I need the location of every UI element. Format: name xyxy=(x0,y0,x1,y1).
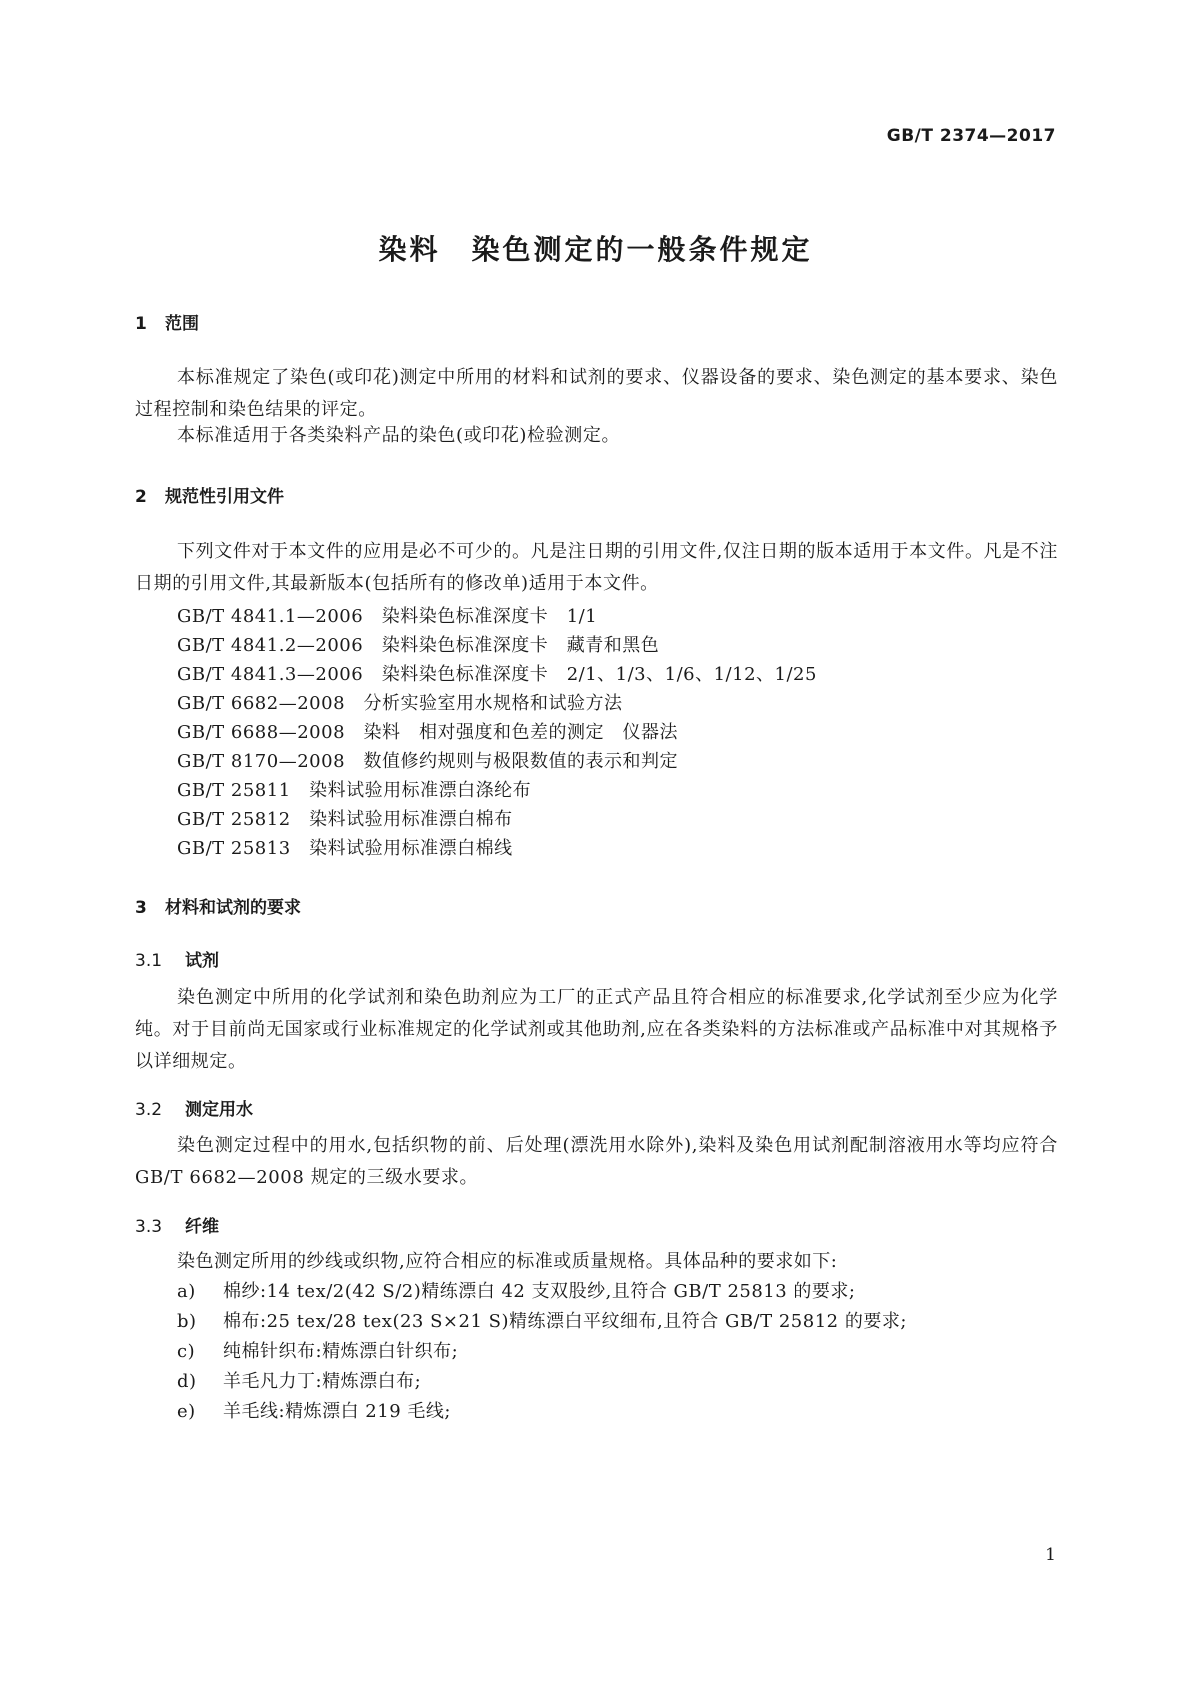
reference-item xyxy=(177,834,513,860)
reference-code: GB/T 25813 xyxy=(177,838,291,859)
paragraph: 本标准适用于各类染料产品的染色(或印花)检验测定。 xyxy=(177,425,621,446)
reference-code: GB/T 25812 xyxy=(177,809,291,830)
list-marker: a) xyxy=(177,1281,196,1302)
section-title: 规范性引用文件 xyxy=(165,487,284,507)
reference-code: GB/T 8170—2008 xyxy=(177,751,346,772)
reference-title: 染料试验用标准漂白棉布 xyxy=(309,809,513,830)
list-item xyxy=(177,1367,421,1393)
list-item xyxy=(177,1277,856,1303)
subsection-number: 3.2 xyxy=(135,1100,163,1120)
list-item xyxy=(177,1397,451,1423)
reference-code: GB/T 6688—2008 xyxy=(177,722,346,743)
reference-item xyxy=(177,602,597,628)
paragraph: 染色测定过程中的用水,包括织物的前、后处理(漂洗用水除外),染料及染色用试剂配制溶液用水等均应符合 GB/T 6682—2008 规定的三级水要求。 xyxy=(135,1135,1058,1188)
subsection-title: 试剂 xyxy=(185,951,219,971)
section-3-heading xyxy=(135,893,301,918)
reference-code: GB/T 25811 xyxy=(177,780,291,801)
reference-title: 染料染色标准深度卡 2/1、1/3、1/6、1/12、1/25 xyxy=(381,664,817,685)
list-item xyxy=(177,1337,458,1363)
reference-item xyxy=(177,660,817,686)
reference-item xyxy=(177,747,678,773)
section-number: 2 xyxy=(135,487,147,507)
list-text: 棉布:25 tex/28 tex(23 S×21 S)精练漂白平纹细布,且符合 GB/T 25812 的要求; xyxy=(223,1311,907,1332)
section-number: 3 xyxy=(135,898,147,918)
list-marker: b) xyxy=(177,1311,197,1332)
list-marker: c) xyxy=(177,1341,196,1362)
reference-title: 染料染色标准深度卡 藏青和黑色 xyxy=(381,635,660,656)
section-title: 材料和试剂的要求 xyxy=(165,898,301,918)
standard-code: GB/T 2374—2017 xyxy=(886,126,1056,146)
paragraph: 染色测定中所用的化学试剂和染色助剂应为工厂的正式产品且符合相应的标准要求,化学试剂至少应为化学纯。对于目前尚无国家或行业标准规定的化学试剂或其他助剂,应在各类染料的方法标准或产品标准中对其规格予以详细规定。 xyxy=(135,987,1058,1072)
reference-title: 分析实验室用水规格和试验方法 xyxy=(363,693,623,714)
reference-title: 数值修约规则与极限数值的表示和判定 xyxy=(363,751,679,772)
section-1-heading xyxy=(135,309,199,334)
list-item xyxy=(177,1307,907,1333)
reference-code: GB/T 4841.2—2006 xyxy=(177,635,364,656)
reference-code: GB/T 4841.3—2006 xyxy=(177,664,364,685)
subsection-number: 3.1 xyxy=(135,951,163,971)
reference-title: 染料试验用标准漂白棉线 xyxy=(309,838,513,859)
list-marker: d) xyxy=(177,1371,197,1392)
section-title: 范围 xyxy=(165,314,199,334)
reference-item xyxy=(177,718,678,744)
subsection-number: 3.3 xyxy=(135,1217,163,1237)
list-text: 羊毛线:精炼漂白 219 毛线; xyxy=(223,1401,451,1422)
reference-item xyxy=(177,631,659,657)
list-intro: 染色测定所用的纱线或织物,应符合相应的标准或质量规格。具体品种的要求如下: xyxy=(177,1251,838,1272)
reference-title: 染料染色标准深度卡 1/1 xyxy=(381,606,598,627)
reference-title: 染料试验用标准漂白涤纶布 xyxy=(309,780,532,801)
subsection-3-2-heading xyxy=(135,1095,253,1120)
subsection-title: 测定用水 xyxy=(185,1100,253,1120)
list-marker: e) xyxy=(177,1401,196,1422)
reference-item xyxy=(177,776,531,802)
reference-code: GB/T 4841.1—2006 xyxy=(177,606,364,627)
section-2-heading xyxy=(135,482,284,507)
reference-item xyxy=(177,805,513,831)
page-number: 1 xyxy=(1045,1545,1056,1565)
list-text: 羊毛凡力丁:精炼漂白布; xyxy=(223,1371,422,1392)
section-number: 1 xyxy=(135,314,147,334)
list-text: 棉纱:14 tex/2(42 S/2)精练漂白 42 支双股纱,且符合 GB/T 25813 的要求; xyxy=(223,1281,856,1302)
subsection-title: 纤维 xyxy=(185,1217,219,1237)
subsection-3-3-heading xyxy=(135,1212,219,1237)
reference-item xyxy=(177,689,623,715)
document-title: 染料 染色测定的一般条件规定 xyxy=(378,233,813,266)
paragraph: 本标准规定了染色(或印花)测定中所用的材料和试剂的要求、仪器设备的要求、染色测定的基本要求、染色过程控制和染色结果的评定。 xyxy=(135,367,1058,420)
subsection-3-1-heading xyxy=(135,946,219,971)
reference-code: GB/T 6682—2008 xyxy=(177,693,346,714)
reference-title: 染料 相对强度和色差的测定 仪器法 xyxy=(363,722,679,743)
paragraph: 下列文件对于本文件的应用是必不可少的。凡是注日期的引用文件,仅注日期的版本适用于本文件。凡是不注日期的引用文件,其最新版本(包括所有的修改单)适用于本文件。 xyxy=(135,541,1058,594)
list-text: 纯棉针织布:精炼漂白针织布; xyxy=(223,1341,459,1362)
